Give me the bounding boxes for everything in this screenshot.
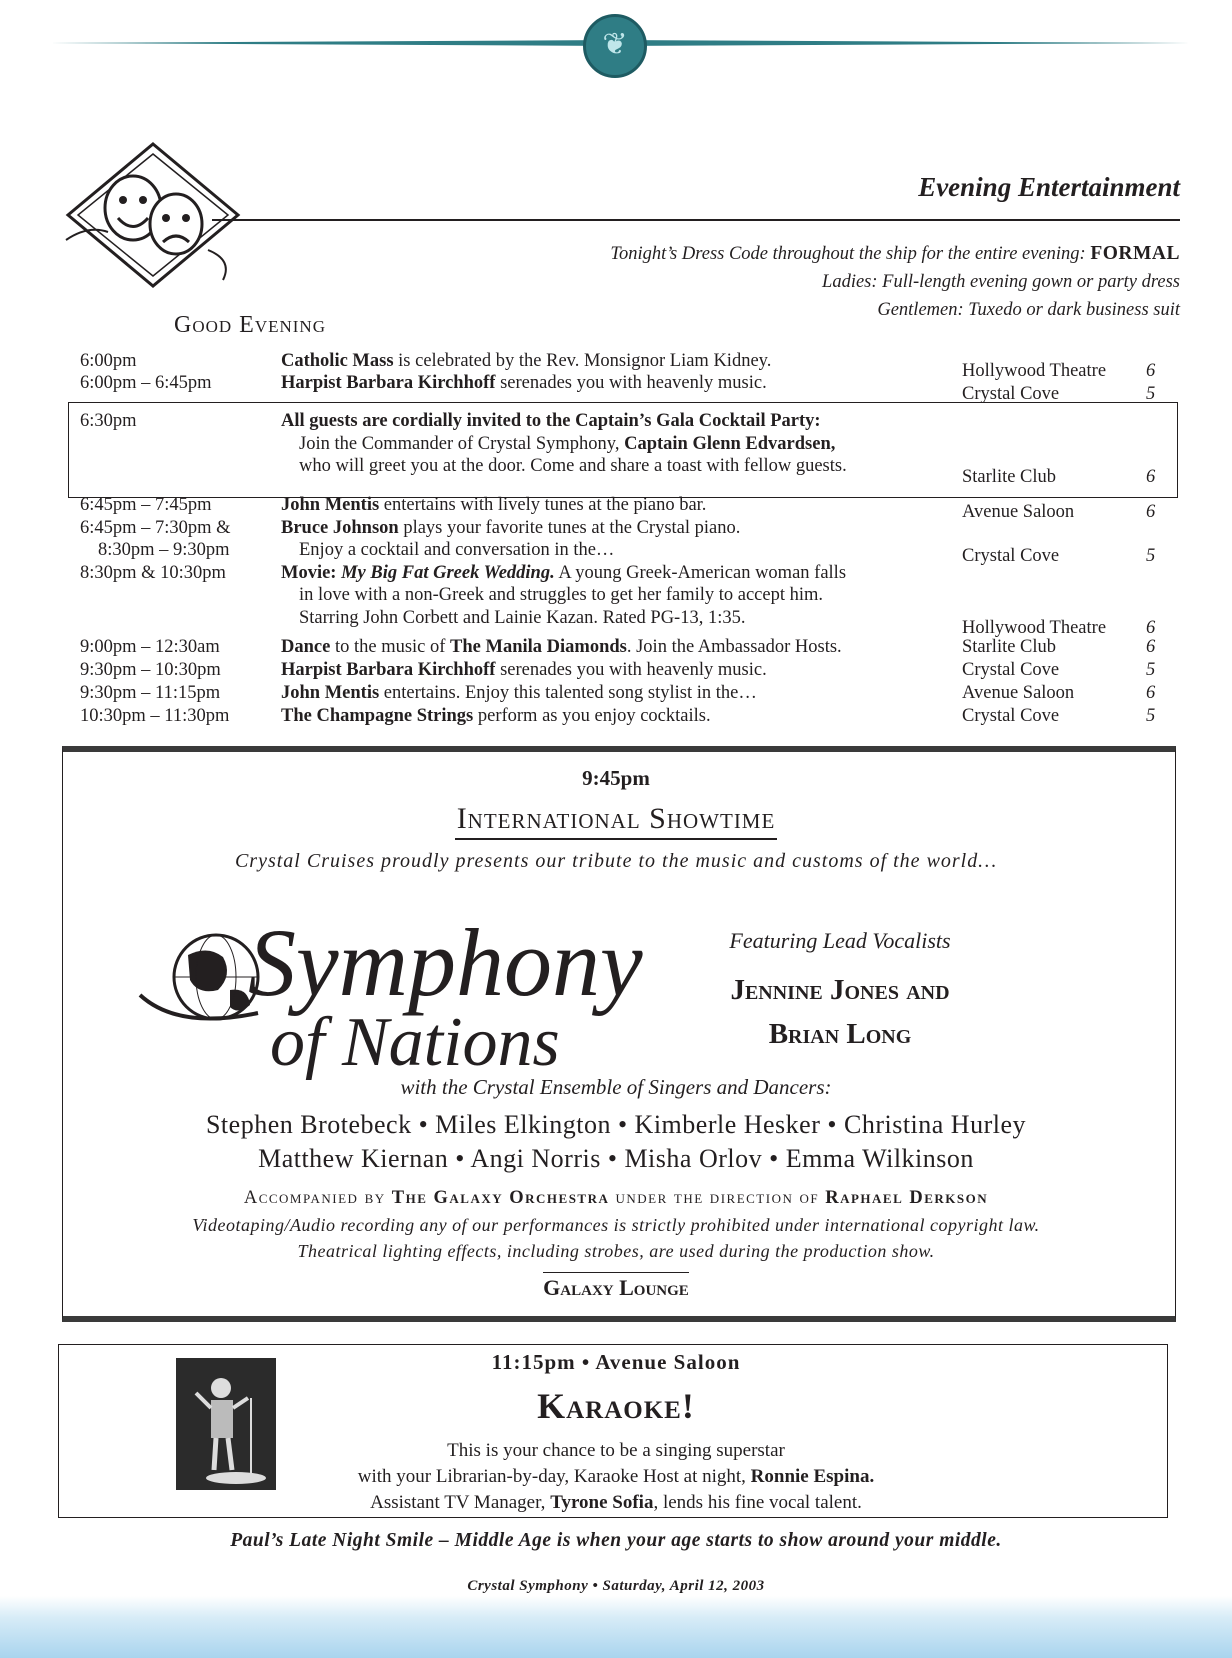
dress-code-ladies: Ladies: Full-length evening gown or party dress <box>822 272 1180 292</box>
karaoke-title: Karaoke! <box>537 1386 695 1426</box>
production-notice: Videotaping/Audio recording any of our performances is strictly prohibited under international copyright law. Theatrical lighting effects, including strobes, are used during the production show. <box>192 1215 1040 1261</box>
event-deck: 6 <box>1146 618 1156 638</box>
page-footer: Crystal Symphony • Saturday, April 12, 2003 <box>467 1578 765 1594</box>
bottom-decorative-band <box>0 1596 1232 1658</box>
event-deck: 5 <box>1146 384 1156 404</box>
dress-code <box>610 240 1180 324</box>
header-rule <box>212 219 1180 221</box>
lead-vocalists: Jennine Jones and Brian Long <box>730 974 950 1050</box>
section-title: Evening Entertainment <box>918 172 1180 202</box>
event-desc: All guests are cordially invited to the Captain’s Gala Cocktail Party: Join the Commander of Crystal Symphony, Captain Glenn Edvardsen, who will greet you at the door. Come and share a toast with fellow guests. <box>281 411 847 476</box>
event-time: 6:30pm <box>80 411 137 431</box>
event-venue: Crystal Cove <box>962 546 1060 566</box>
symphony-of-nations-logo <box>138 895 643 1081</box>
cast-list: Stephen Brotebeck • Miles Elkington • Kimberle Hesker • Christina Hurley Matthew Kiernan • Angi Norris • Misha Orlov • Emma Wilkinson <box>205 1110 1027 1173</box>
event-deck: 6 <box>1146 683 1156 703</box>
dress-code-gentlemen: Gentlemen: Tuxedo or dark business suit <box>877 300 1180 320</box>
ensemble-line: with the Crystal Ensemble of Singers and Dancers: <box>400 1075 832 1099</box>
event-time: 6:00pm – 6:45pm <box>80 373 212 393</box>
theatre-masks-icon <box>58 140 248 290</box>
event-deck: 5 <box>1146 660 1156 680</box>
event-desc: John Mentis entertains with lively tunes at the piano bar. Bruce Johnson plays your favorite tunes at the Crystal piano. Enjoy a cocktail and conversation in the… Movie: My Big Fat Greek Wedding. A young Greek-American woman falls in love with a non-Greek and struggles to get her family to accept him. Starring John Corbett and Lainie Kazan. Rated PG-13, 1:35. <box>281 495 847 628</box>
event-deck: 5 <box>1146 706 1156 726</box>
event-deck: 5 <box>1146 546 1156 566</box>
showtime-time: 9:45pm <box>582 766 650 790</box>
event-venue: Hollywood Theatre <box>962 361 1107 381</box>
showtime-tagline: Crystal Cruises proudly presents our tribute to the music and customs of the world… <box>234 850 998 872</box>
event-deck: 6 <box>1146 637 1156 657</box>
event-desc: The Champagne Strings perform as you enjoy cocktails. <box>281 706 711 726</box>
event-venue: Starlite Club <box>962 467 1057 487</box>
greeting-heading: Good Evening <box>174 312 326 338</box>
dress-code-value: FORMAL <box>1090 243 1180 264</box>
event-time: 10:30pm – 11:30pm <box>80 706 230 726</box>
showtime-title: International Showtime <box>0 802 1232 840</box>
event-time: 9:30pm – 10:30pm <box>80 660 221 680</box>
svg-text:Symphony: Symphony <box>248 909 643 1016</box>
karaoke-time: 11:15pm • Avenue Saloon <box>491 1350 741 1374</box>
event-desc: Catholic Mass is celebrated by the Rev. Monsignor Liam Kidney. <box>281 351 772 371</box>
event-time: 6:45pm – 7:45pm 6:45pm – 7:30pm & 8:30pm – 9:30pm 8:30pm & 10:30pm <box>80 495 231 583</box>
late-night-smile: Paul’s Late Night Smile – Middle Age is when your age starts to show around your middle. <box>230 1530 1002 1551</box>
svg-text:of Nations: of Nations <box>270 1004 560 1081</box>
event-venue: Avenue Saloon <box>962 683 1075 703</box>
event-deck: 6 <box>1146 361 1156 381</box>
showtime-venue: Galaxy Lounge <box>0 1272 1232 1301</box>
event-venue: Crystal Cove <box>962 384 1060 404</box>
event-deck: 6 <box>1146 502 1156 522</box>
featuring-label: Featuring Lead Vocalists <box>729 928 951 953</box>
dress-code-prefix: Tonight’s Dress Code throughout the ship for the entire evening: <box>610 244 1086 264</box>
karaoke-description: This is your chance to be a singing superstar with your Librarian-by-day, Karaoke Host at night, Ronnie Espina. Assistant TV Manager, Tyrone Sofia, lends his fine vocal talent. <box>357 1440 875 1513</box>
orchestra-credit: Accompanied by The Galaxy Orchestra under the direction of Raphael Derkson <box>243 1188 989 1208</box>
event-desc: Harpist Barbara Kirchhoff serenades you with heavenly music. <box>281 373 767 393</box>
event-time: 9:00pm – 12:30am <box>80 637 220 657</box>
event-deck: 6 <box>1146 467 1156 487</box>
event-venue: Hollywood Theatre <box>962 618 1107 638</box>
event-desc: Dance to the music of The Manila Diamonds. Join the Ambassador Hosts. <box>281 637 842 657</box>
seahorse-emblem-icon: ❦ <box>583 14 647 78</box>
event-time: 6:00pm <box>80 351 137 371</box>
event-venue: Avenue Saloon <box>962 502 1075 522</box>
event-venue: Crystal Cove <box>962 660 1060 680</box>
event-desc: Harpist Barbara Kirchhoff serenades you with heavenly music. <box>281 660 767 680</box>
event-venue: Crystal Cove <box>962 706 1060 726</box>
event-time: 9:30pm – 11:15pm <box>80 683 221 703</box>
event-desc: John Mentis entertains. Enjoy this talented song stylist in the… <box>281 683 757 703</box>
event-venue: Starlite Club <box>962 637 1057 657</box>
